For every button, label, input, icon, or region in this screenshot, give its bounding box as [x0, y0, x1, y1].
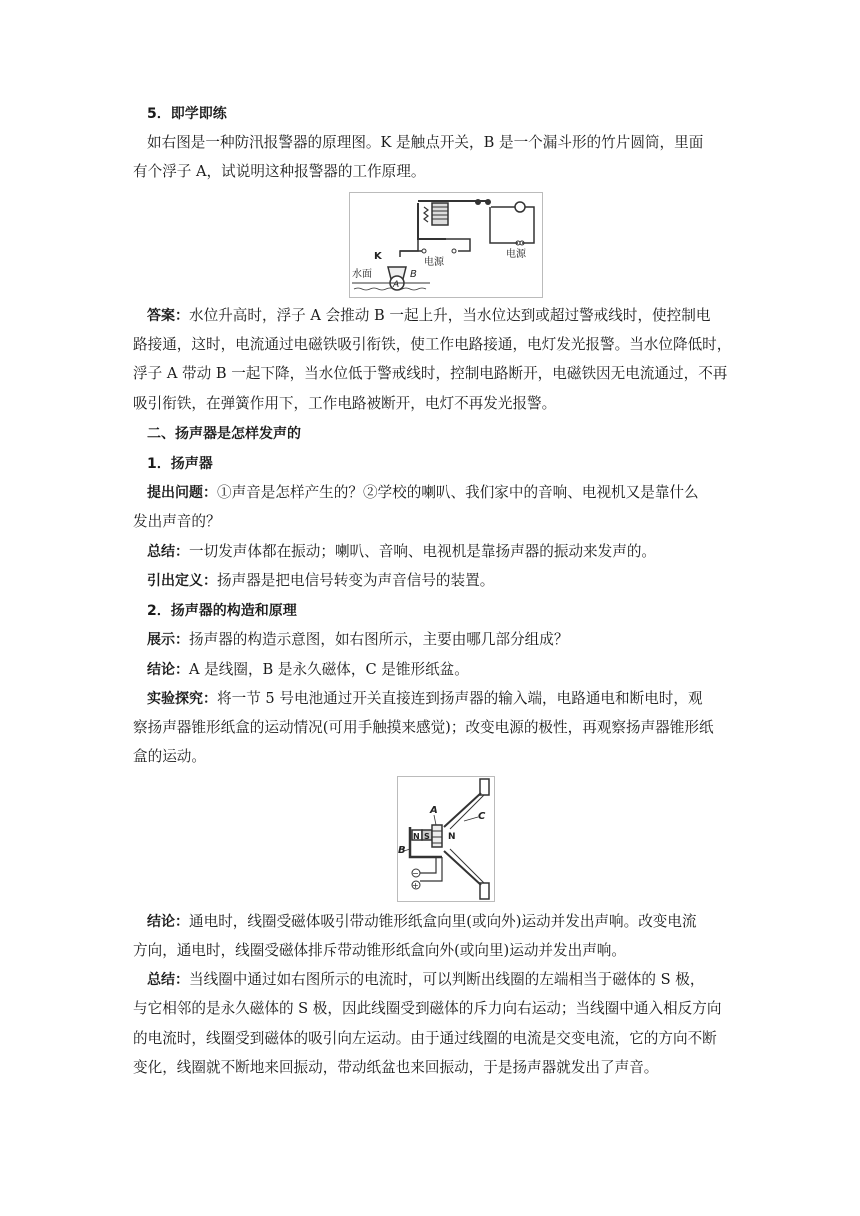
question-raise-line-1: [147, 483, 699, 503]
show-label: 展示：: [147, 632, 189, 648]
conclusion-line: [147, 660, 469, 680]
label-s: S: [424, 832, 430, 841]
question-line-2: 有个浮子 A，试说明这种报警器的工作原理。: [133, 163, 426, 180]
flood-alarm-diagram: [349, 192, 543, 298]
label-n-right: N: [448, 832, 456, 842]
conclusion-label: 结论：: [147, 662, 189, 678]
question-raise-text-1: ①声音是怎样产生的？②学校的喇叭、我们家中的音响、电视机又是靠什么: [217, 484, 699, 501]
flood-alarm-drawing: [350, 193, 542, 297]
definition-label: 引出定义：: [147, 573, 217, 589]
definition-text: 扬声器是把电信号转变为声音信号的装置。: [217, 572, 495, 589]
label-c-cone: C: [478, 811, 486, 822]
loudspeaker-diagram: [397, 776, 495, 902]
experiment-text-1: 将一节 5 号电池通过开关直接连到扬声器的输入端，电路通电和断电时，观: [217, 690, 703, 707]
conclusion2-line-2: 方向，通电时，线圈受磁体排斥带动锥形纸盒向外(或向里)运动并发出声响。: [133, 942, 626, 959]
question-line-1: 如右图是一种防汛报警器的原理图。K 是触点开关，B 是一个漏斗形的竹片圆筒，里面: [147, 134, 704, 151]
summary-line: [147, 542, 656, 562]
experiment-line-1: [147, 689, 703, 709]
show-line: [147, 630, 568, 650]
experiment-line-2: 察扬声器锥形纸盒的运动情况(可用手触摸来感觉)；改变电源的极性，再观察扬声器锥形纸: [133, 719, 714, 736]
subheading-speaker: 1．扬声器: [147, 456, 213, 472]
section-2-heading: 二、扬声器是怎样发声的: [147, 426, 301, 442]
question-raise-label: 提出问题：: [147, 485, 217, 501]
label-k: K: [374, 251, 382, 262]
subheading-structure: 2．扬声器的构造和原理: [147, 603, 297, 619]
section-5-heading: 5．即学即练: [147, 106, 227, 122]
label-plus: +: [412, 881, 419, 890]
conclusion2-text-1: 通电时，线圈受磁体吸引带动锥形纸盒向里(或向外)运动并发出声响。改变电流: [189, 913, 697, 930]
label-minus: −: [412, 869, 419, 878]
label-b: B: [410, 269, 417, 280]
summary2-line-1: [147, 970, 704, 990]
answer-line-2: 路接通，这时，电流通过电磁铁吸引衔铁，使工作电路接通，电灯发光报警。当水位降低时，: [133, 336, 732, 353]
label-b-magnet: B: [398, 845, 406, 856]
conclusion2-label: 结论：: [147, 914, 189, 930]
label-a-coil: A: [430, 805, 438, 816]
answer-line-1: [147, 306, 710, 326]
definition-line: [147, 571, 494, 591]
summary2-line-3: 的电流时，线圈受到磁体的吸引向左运动。由于通过线圈的电流是交变电流，它的方向不断: [133, 1030, 717, 1047]
summary-label: 总结：: [147, 544, 189, 560]
summary2-text-1: 当线圈中通过如右图所示的电流时，可以判断出线圈的左端相当于磁体的 S 极，: [189, 971, 705, 988]
answer-line-4: 吸引衔铁，在弹簧作用下，工作电路被断开，电灯不再发光报警。: [133, 395, 557, 412]
conclusion-text: A 是线圈，B 是永久磁体，C 是锥形纸盆。: [189, 661, 469, 678]
label-power-1: 电源: [424, 257, 444, 268]
label-a: A: [393, 280, 400, 290]
label-power-2: 电源: [506, 249, 526, 260]
summary2-line-2: 与它相邻的是永久磁体的 S 极，因此线圈受到磁体的斥力向右运动；当线圈中通入相反方向: [133, 1000, 722, 1017]
show-text: 扬声器的构造示意图，如右图所示，主要由哪几部分组成？: [189, 631, 569, 648]
experiment-label: 实验探究：: [147, 691, 217, 707]
label-n-left: N: [413, 832, 420, 841]
conclusion2-line-1: [147, 912, 697, 932]
answer-line-3: 浮子 A 带动 B 一起下降，当水位低于警戒线时，控制电路断开，电磁铁因无电流通过，不再: [133, 365, 728, 382]
experiment-line-3: 盒的运动。: [133, 748, 206, 765]
summary2-label: 总结：: [147, 972, 189, 988]
loudspeaker-drawing: [398, 777, 494, 901]
question-raise-line-2: 发出声音的？: [133, 513, 221, 530]
summary2-line-4: 变化，线圈就不断地来回振动，带动纸盆也来回振动，于是扬声器就发出了声音。: [133, 1059, 659, 1076]
answer-text-1: 水位升高时，浮子 A 会推动 B 一起上升，当水位达到或超过警戒线时，使控制电: [189, 307, 711, 324]
label-water: 水面: [352, 269, 372, 280]
summary-text: 一切发声体都在振动；喇叭、音响、电视机是靠扬声器的振动来发声的。: [189, 543, 657, 560]
answer-label: 答案：: [147, 308, 189, 324]
